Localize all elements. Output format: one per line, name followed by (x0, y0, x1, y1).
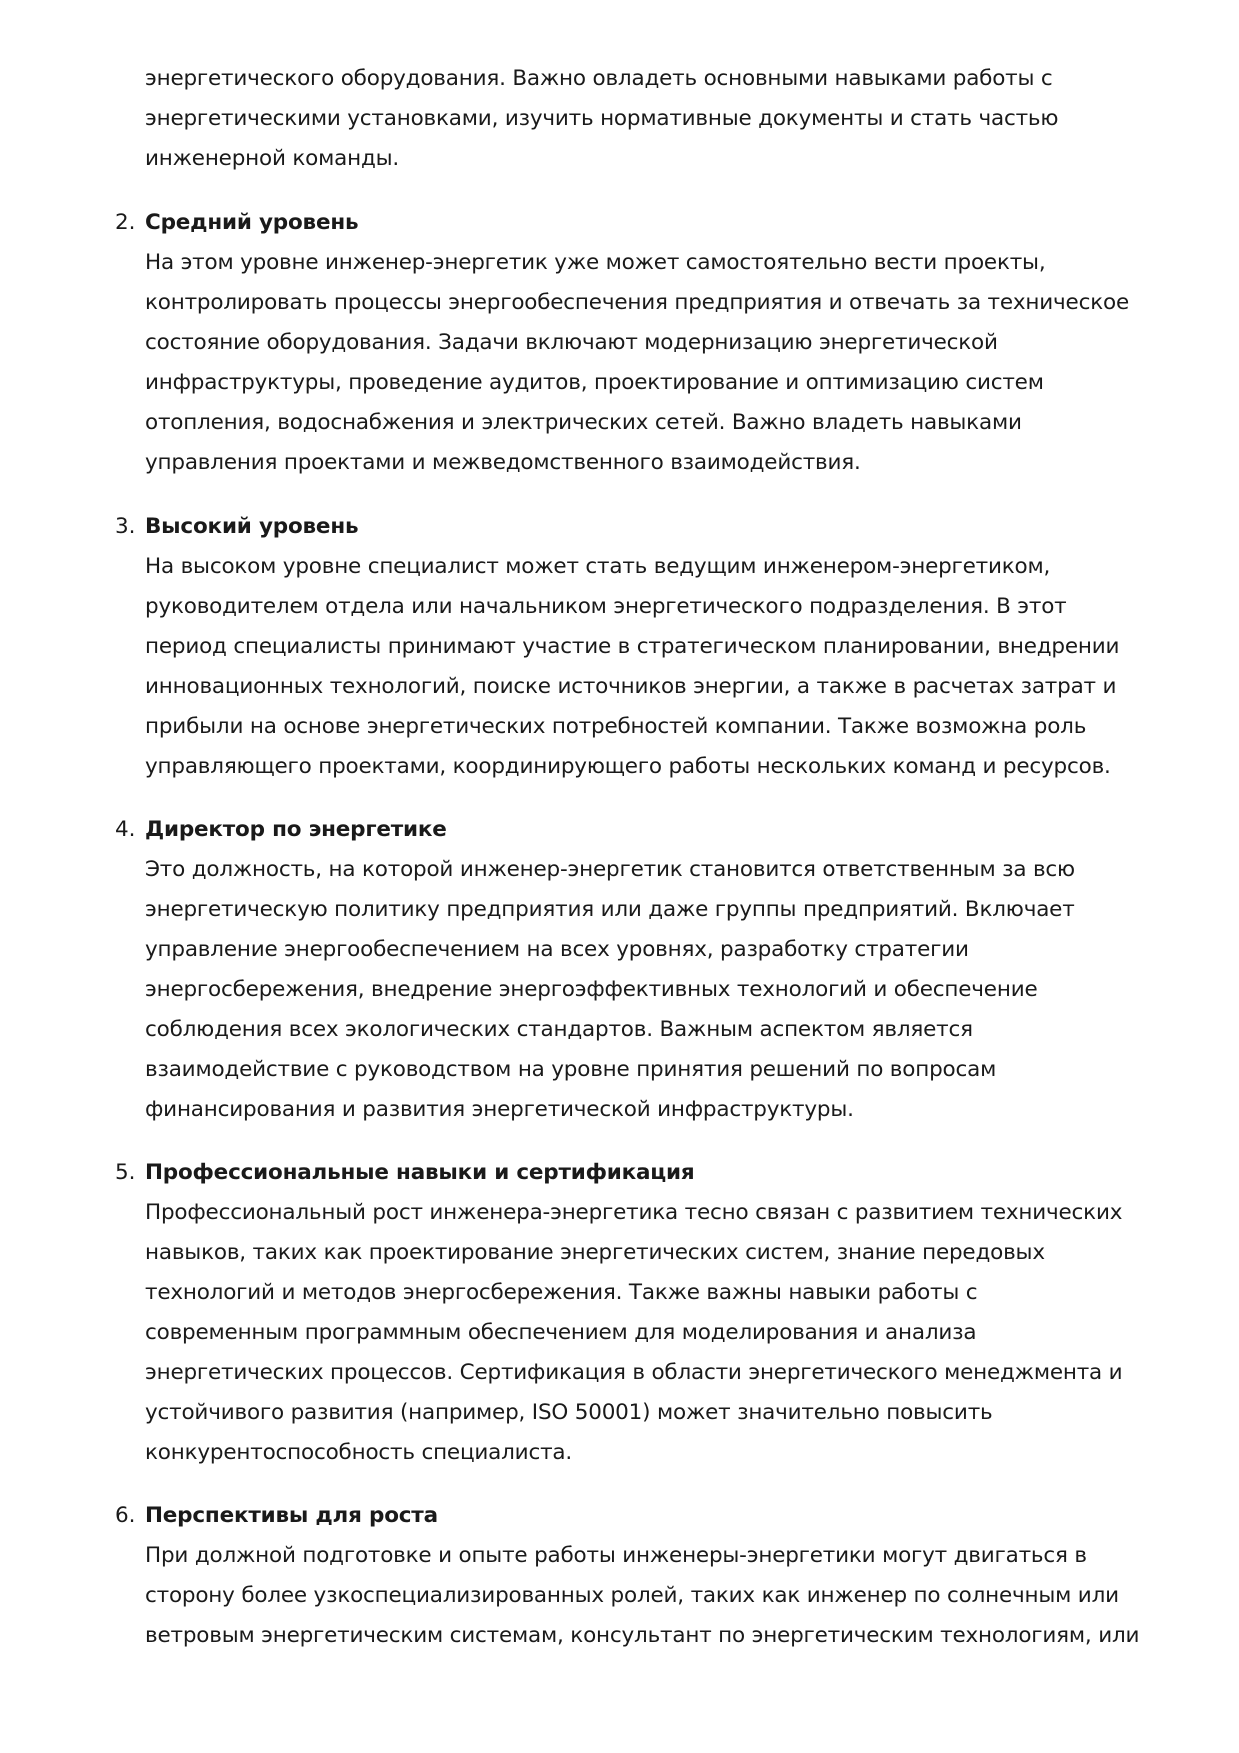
body-line: финансирования и развития энергетической инфраструктуры. (145, 1097, 854, 1122)
list-item-body (145, 1193, 1155, 1473)
list-item-body (145, 850, 1155, 1130)
body-line: современным программным обеспечением для моделирования и анализа (145, 1320, 977, 1345)
list-number: 5. (115, 1160, 136, 1185)
body-line: энергосбережения, внедрение энергоэффективных технологий и обеспечение (145, 977, 1038, 1002)
body-line: состояние оборудования. Задачи включают модернизацию энергетической (145, 330, 998, 355)
body-line: период специалисты принимают участие в стратегическом планировании, внедрении (145, 634, 1120, 659)
body-line: руководителем отдела или начальником энергетического подразделения. В этот (145, 594, 1067, 619)
list-number: 4. (115, 817, 136, 842)
body-line: взаимодействие с руководством на уровне принятия решений по вопросам (145, 1057, 997, 1082)
list-item-body (145, 243, 1155, 483)
list-item-body (145, 547, 1155, 787)
body-line: конкурентоспособность специалиста. (145, 1440, 573, 1465)
intro-line: энергетического оборудования. Важно овладеть основными навыками работы с (145, 66, 1053, 91)
list-number: 6. (115, 1503, 136, 1528)
body-line: инновационных технологий, поиске источников энергии, а также в расчетах затрат и (145, 674, 1117, 699)
body-line: При должной подготовке и опыте работы инженеры-энергетики могут двигаться в (145, 1543, 1087, 1568)
list-item-body (145, 1536, 1155, 1656)
body-line: управление энергообеспечением на всех уровнях, разработку стратегии (145, 937, 969, 962)
list-item-title: Директор по энергетике (145, 817, 447, 842)
body-line: ветровым энергетическим системам, консультант по энергетическим технологиям, или (145, 1623, 1140, 1648)
list-number: 3. (115, 514, 136, 539)
intro-line: энергетическими установками, изучить нормативные документы и стать частью (145, 106, 1059, 131)
body-line: управляющего проектами, координирующего работы нескольких команд и ресурсов. (145, 754, 1111, 779)
body-line: контролировать процессы энергообеспечения предприятия и отвечать за техническое (145, 290, 1129, 315)
body-line: Это должность, на которой инженер-энергетик становится ответственным за всю (145, 857, 1075, 882)
body-line: инфраструктуры, проведение аудитов, проектирование и оптимизацию систем (145, 370, 1044, 395)
body-line: прибыли на основе энергетических потребностей компании. Также возможна роль (145, 714, 1087, 739)
intro-paragraph (145, 59, 1155, 179)
list-number: 2. (115, 210, 136, 235)
list-item-title: Средний уровень (145, 210, 359, 235)
body-line: навыков, таких как проектирование энергетических систем, знание передовых (145, 1240, 1045, 1265)
intro-line: инженерной команды. (145, 146, 400, 171)
body-line: На высоком уровне специалист может стать ведущим инженером-энергетиком, (145, 554, 1051, 579)
body-line: соблюдения всех экологических стандартов. Важным аспектом является (145, 1017, 973, 1042)
body-line: устойчивого развития (например, ISO 50001) может значительно повысить (145, 1400, 993, 1425)
body-line: Профессиональный рост инженера-энергетика тесно связан с развитием технических (145, 1200, 1123, 1225)
body-line: энергетических процессов. Сертификация в области энергетического менеджмента и (145, 1360, 1123, 1385)
body-line: энергетическую политику предприятия или даже группы предприятий. Включает (145, 897, 1075, 922)
list-item-title: Высокий уровень (145, 514, 359, 539)
body-line: отопления, водоснабжения и электрических сетей. Важно владеть навыками (145, 410, 1022, 435)
body-line: На этом уровне инженер-энергетик уже может самостоятельно вести проекты, (145, 250, 1046, 275)
body-line: сторону более узкоспециализированных ролей, таких как инженер по солнечным или (145, 1583, 1119, 1608)
body-line: управления проектами и межведомственного взаимодействия. (145, 450, 861, 475)
body-line: технологий и методов энергосбережения. Также важны навыки работы с (145, 1280, 978, 1305)
list-item-title: Профессиональные навыки и сертификация (145, 1160, 695, 1185)
list-item-title: Перспективы для роста (145, 1503, 438, 1528)
